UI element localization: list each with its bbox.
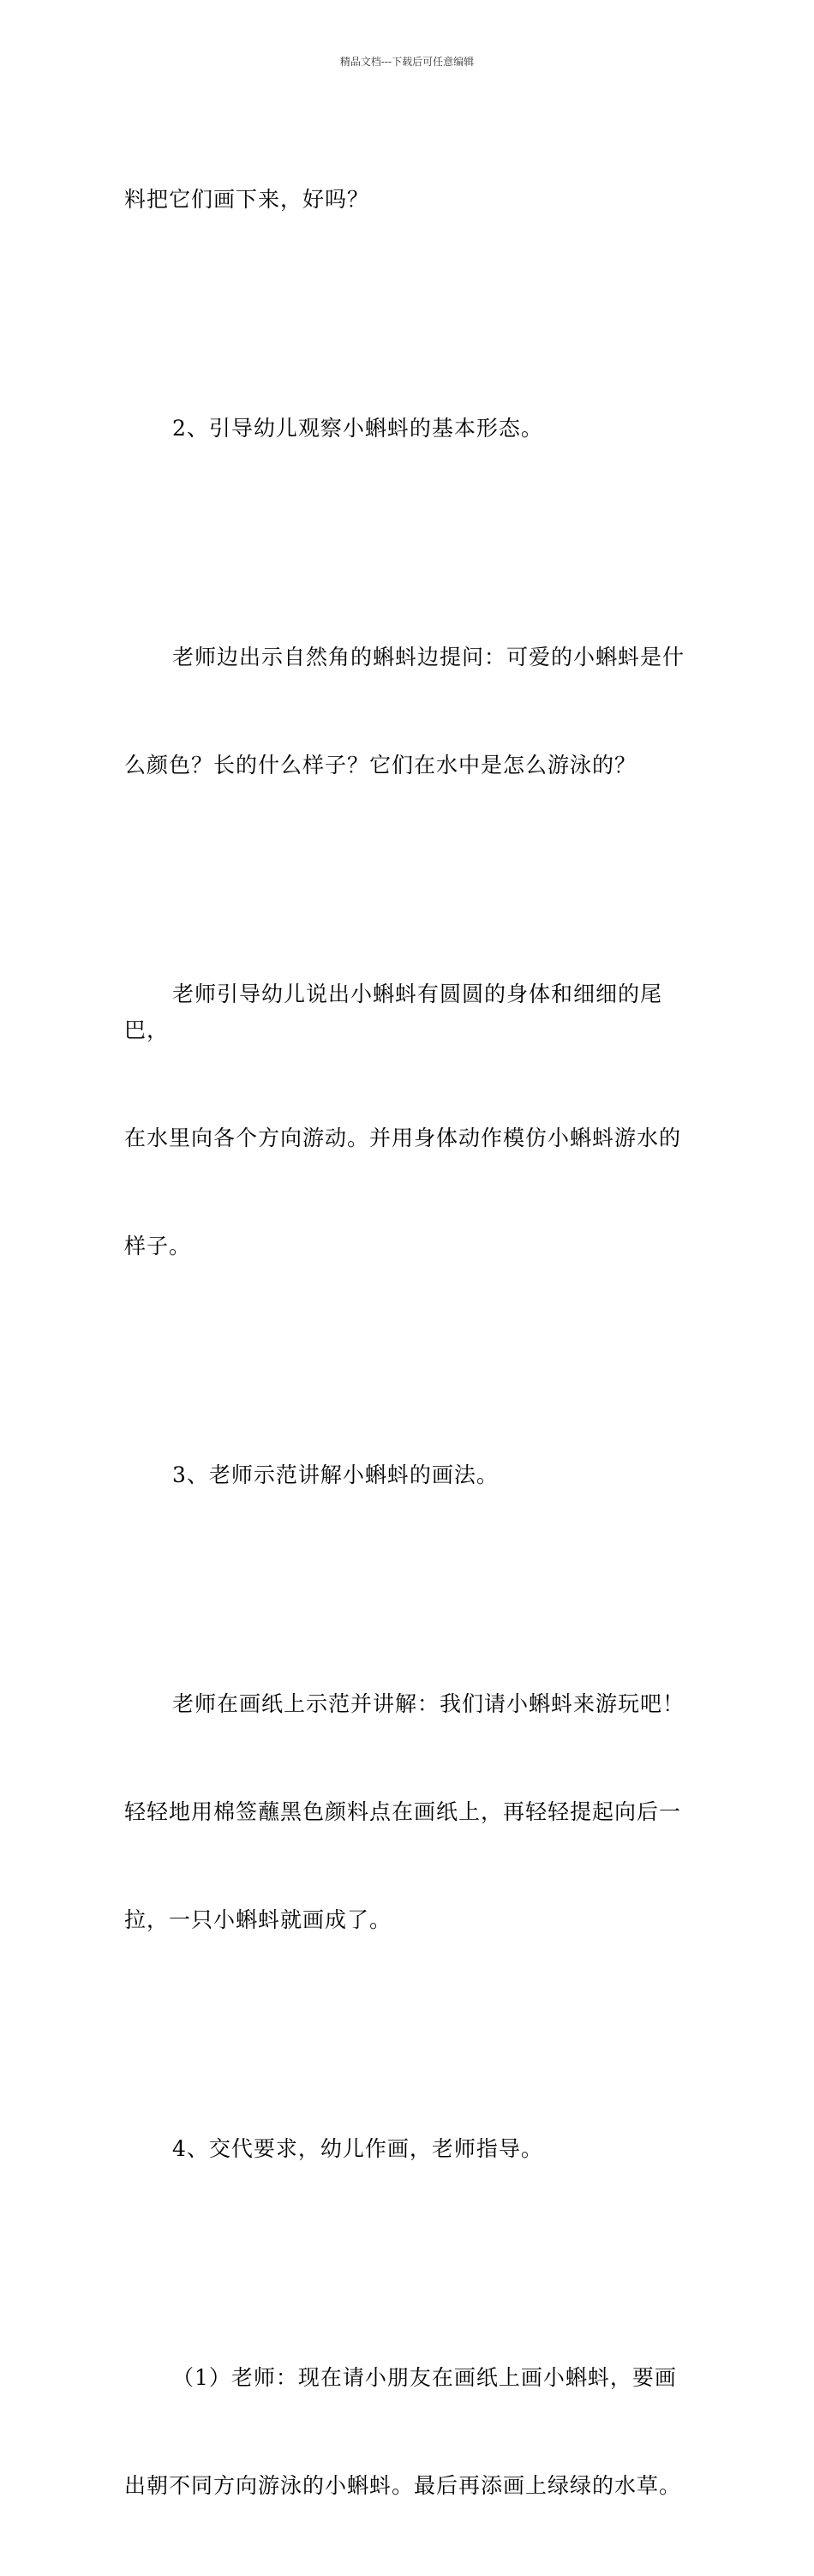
paragraph-line: 老师引导幼儿说出小蝌蚪有圆圆的身体和细细的尾巴，: [124, 982, 663, 1042]
paragraph-continuation: [124, 110, 698, 290]
paragraph-line: 样子。: [124, 1234, 192, 1258]
paragraph-line: 出朝不同方向游泳的小蝌蚪。最后再添画上绿绿的水草。: [124, 2473, 682, 2498]
step-4-heading: [124, 2059, 698, 2239]
paragraph-line: 2、引导幼儿观察小蝌蚪的基本形态。: [172, 416, 543, 441]
paragraph-line: 轻轻地用棉签蘸黑色颜料点在画纸上，再轻轻提起向后一: [124, 1799, 682, 1824]
document-body: [124, 110, 698, 2576]
paragraph-teacher-guide: [124, 904, 698, 1336]
paragraph-line: 拉，一只小蝌蚪就画成了。: [124, 1907, 392, 1932]
page-header: 精品文档---下载后可任意编辑: [339, 56, 475, 68]
paragraph-line: 料把它们画下来，好吗？: [124, 187, 370, 212]
step-2-heading: [124, 339, 698, 519]
paragraph-line: 4、交代要求，幼儿作画，老师指导。: [172, 2136, 543, 2161]
paragraph-teacher-question: [124, 567, 698, 856]
paragraph-line: 在水里向各个方向游动。并用身体动作模仿小蝌蚪游水的: [124, 1126, 682, 1150]
paragraph-line: 3、老师示范讲解小蝌蚪的画法。: [172, 1462, 499, 1487]
paragraph-line: 老师边出示自然角的蝌蚪边提问：可爱的小蝌蚪是什: [172, 645, 685, 670]
paragraph-line: 么颜色？长的什么样子？它们在水中是怎么游泳的？: [124, 753, 637, 778]
step-3-heading: [124, 1385, 698, 1565]
paragraph-line: 老师在画纸上示范并讲解：我们请小蝌蚪来游玩吧！: [172, 1691, 685, 1716]
paragraph-teacher-demo: [124, 1614, 698, 2010]
paragraph-line: （1）老师：现在请小朋友在画纸上画小蝌蚪，要画: [172, 2365, 677, 2390]
paragraph-requirement-1: [124, 2288, 698, 2576]
